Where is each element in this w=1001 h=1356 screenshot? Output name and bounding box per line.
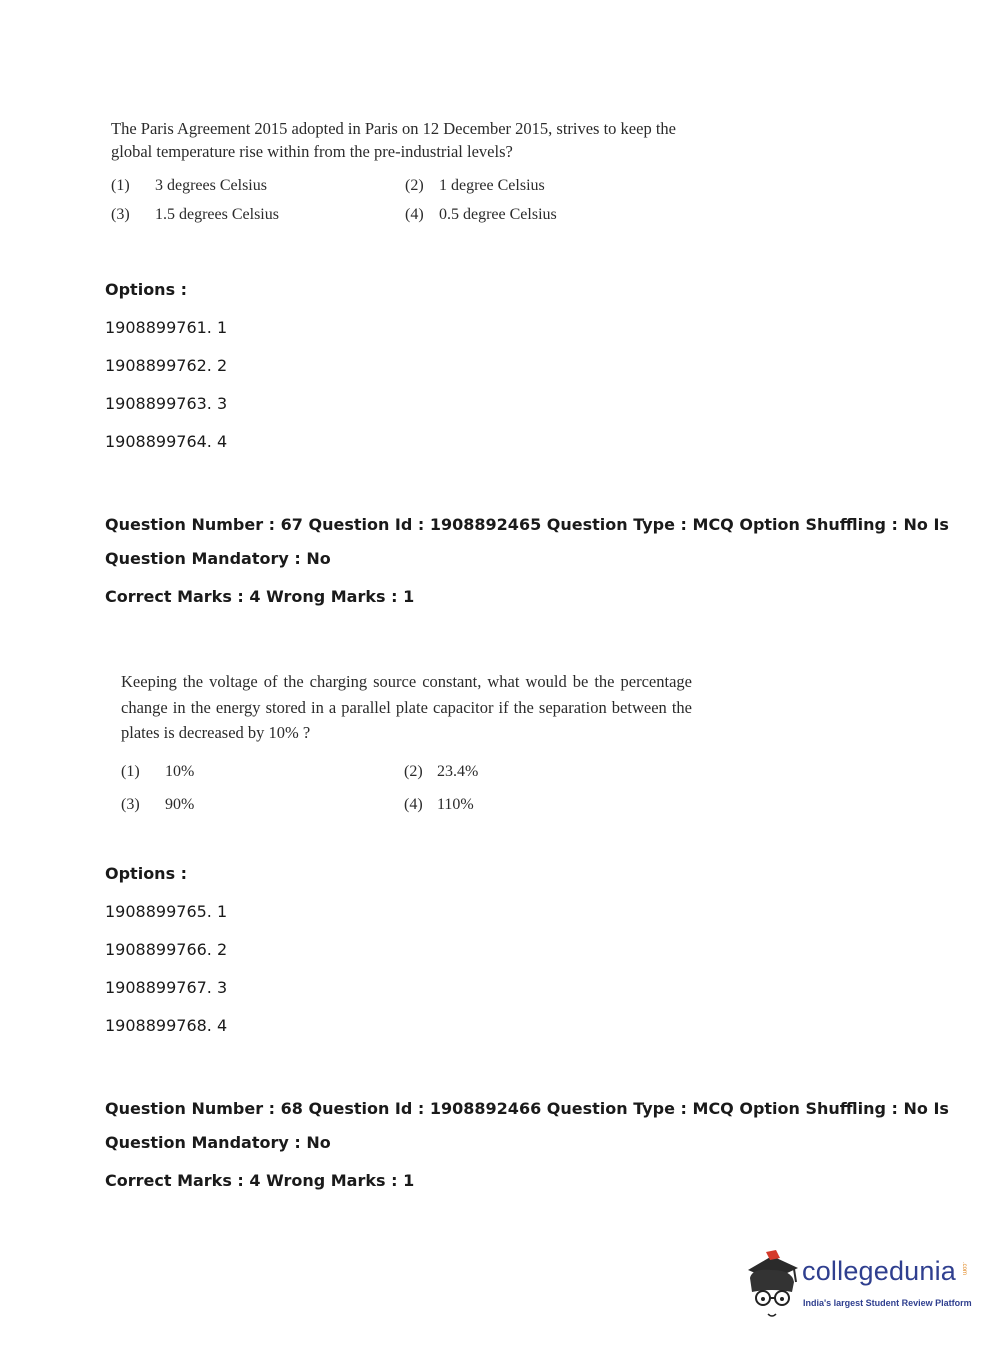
choice-3: (3) 90% — [121, 796, 195, 813]
mascot-icon — [742, 1248, 804, 1322]
choice-2: (2) 23.4% — [404, 763, 479, 780]
question-text: The Paris Agreement 2015 adopted in Paris on 12 December 2015, strives to keep the global temperature rise within from the pre-industrial levels? — [111, 119, 676, 161]
collegedunia-logo — [742, 1248, 972, 1322]
option-id: 1908899764. 4 — [105, 432, 228, 451]
options-heading: Options : — [105, 280, 188, 299]
choice-4: (4) 0.5 degree Celsius — [405, 206, 557, 223]
question-1-choices — [111, 177, 611, 237]
question-image-67 — [121, 669, 692, 746]
question-meta: Question Number : 67 Question Id : 1908892465 Question Type : MCQ Option Shuffling : No Is — [105, 515, 949, 534]
options-heading: Options : — [105, 864, 188, 883]
option-id: 1908899765. 1 — [105, 902, 228, 921]
question-marks: Correct Marks : 4 Wrong Marks : 1 — [105, 587, 415, 606]
logo-wordmark: collegedunia — [802, 1256, 957, 1286]
option-id: 1908899762. 2 — [105, 356, 228, 375]
logo-dotcom: .com — [961, 1262, 967, 1276]
option-id: 1908899766. 2 — [105, 940, 228, 959]
question-67-choices — [121, 763, 621, 823]
question-mandatory: Question Mandatory : No — [105, 1133, 331, 1152]
choice-2: (2) 1 degree Celsius — [405, 177, 545, 194]
question-text: Keeping the voltage of the charging source constant, what would be the percentage change in the energy stored in a parallel plate capacitor if the separation between the plates is decreased by 10% ? — [121, 672, 692, 742]
choice-3: (3) 1.5 degrees Celsius — [111, 206, 279, 223]
choice-4: (4) 110% — [404, 796, 474, 813]
question-mandatory: Question Mandatory : No — [105, 549, 331, 568]
choice-1: (1) 10% — [121, 763, 195, 780]
option-id: 1908899768. 4 — [105, 1016, 228, 1035]
option-id: 1908899767. 3 — [105, 978, 228, 997]
question-meta: Question Number : 68 Question Id : 1908892466 Question Type : MCQ Option Shuffling : No Is — [105, 1099, 949, 1118]
option-id: 1908899761. 1 — [105, 318, 228, 337]
choice-1: (1) 3 degrees Celsius — [111, 177, 267, 194]
question-image-1 — [111, 117, 711, 163]
option-id: 1908899763. 3 — [105, 394, 228, 413]
question-marks: Correct Marks : 4 Wrong Marks : 1 — [105, 1171, 415, 1190]
logo-tagline: India's largest Student Review Platform — [803, 1298, 972, 1308]
